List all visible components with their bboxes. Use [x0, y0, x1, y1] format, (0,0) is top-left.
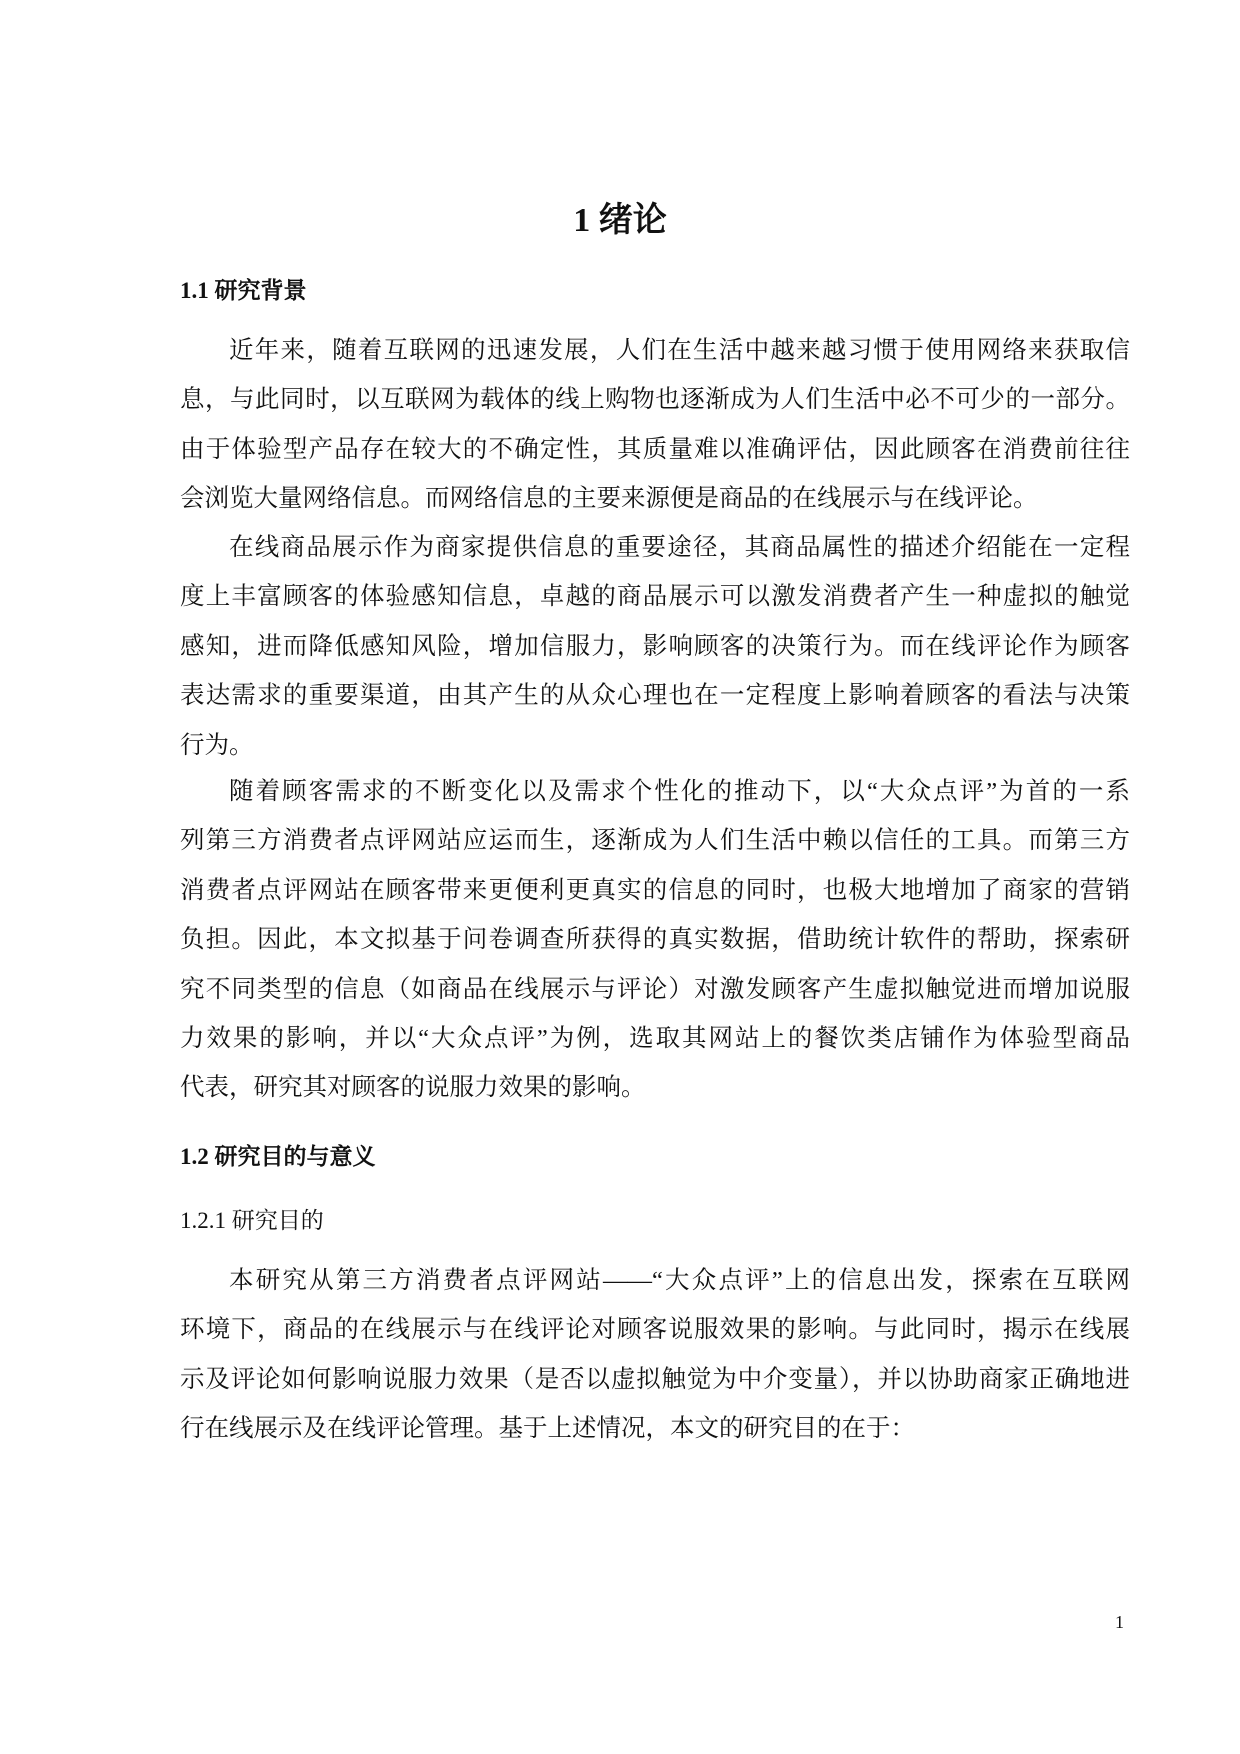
text-line: 行为。 [180, 731, 254, 759]
text-line: 消费者点评网站在顾客带来更便利更真实的信息的同时，也极大地增加了商家的营销 [180, 876, 1130, 904]
text-line: 行在线展示及在线评论管理。基于上述情况，本文的研究目的在于： [180, 1415, 915, 1443]
text-line: 究不同类型的信息（如商品在线展示与评论）对激发顾客产生虚拟触觉进而增加说服 [180, 975, 1130, 1003]
paragraph-background-3 [180, 767, 1130, 1113]
text-line: 环境下，商品的在线展示与在线评论对顾客说服效果的影响。与此同时，揭示在线展 [180, 1316, 1130, 1344]
paragraph-background-2 [180, 523, 1130, 770]
text-line: 列第三方消费者点评网站应运而生，逐渐成为人们生活中赖以信任的工具。而第三方 [180, 827, 1130, 855]
chapter-title: 1 绪论 [573, 202, 667, 239]
text-line: 代表，研究其对顾客的说服力效果的影响。 [180, 1074, 646, 1102]
text-line: 本研究从第三方消费者点评网站——“大众点评”上的信息出发，探索在互联网 [229, 1267, 1130, 1294]
text-line: 在线商品展示作为商家提供信息的重要途径，其商品属性的描述介绍能在一定程 [229, 534, 1130, 561]
text-line: 近年来，随着互联网的迅速发展，人们在生活中越来越习惯于使用网络来获取信 [229, 337, 1130, 364]
text-line: 度上丰富顾客的体验感知信息，卓越的商品展示可以激发消费者产生一种虚拟的触觉 [180, 583, 1130, 611]
text-line: 力效果的影响，并以“大众点评”为例，选取其网站上的餐饮类店铺作为体验型商品 [180, 1024, 1130, 1052]
text-line: 由于体验型产品存在较大的不确定性，其质量难以准确评估，因此顾客在消费前往往 [180, 435, 1130, 463]
page-number: 1 [1115, 1612, 1124, 1632]
paragraph-background-1 [180, 326, 1130, 524]
text-line: 会浏览大量网络信息。而网络信息的主要来源便是商品的在线展示与在线评论。 [180, 485, 1038, 513]
text-line: 负担。因此，本文拟基于问卷调查所获得的真实数据，借助统计软件的帮助，探索研 [180, 926, 1130, 954]
section-heading-1-1: 1.1 研究背景 [180, 278, 307, 303]
text-line: 息，与此同时，以互联网为载体的线上购物也逐渐成为人们生活中必不可少的一部分。 [180, 386, 1130, 414]
subsection-heading-1-2-1: 1.2.1 研究目的 [180, 1208, 324, 1233]
section-heading-1-2: 1.2 研究目的与意义 [180, 1144, 376, 1169]
text-line: 表达需求的重要渠道，由其产生的从众心理也在一定程度上影响着顾客的看法与决策 [180, 682, 1130, 710]
text-line: 感知，进而降低感知风险，增加信服力，影响顾客的决策行为。而在线评论作为顾客 [180, 632, 1130, 660]
paragraph-research-purpose [180, 1256, 1130, 1454]
text-line: 示及评论如何影响说服力效果（是否以虚拟触觉为中介变量），并以协助商家正确地进 [180, 1365, 1130, 1393]
text-line: 随着顾客需求的不断变化以及需求个性化的推动下，以“大众点评”为首的一系 [229, 778, 1130, 805]
